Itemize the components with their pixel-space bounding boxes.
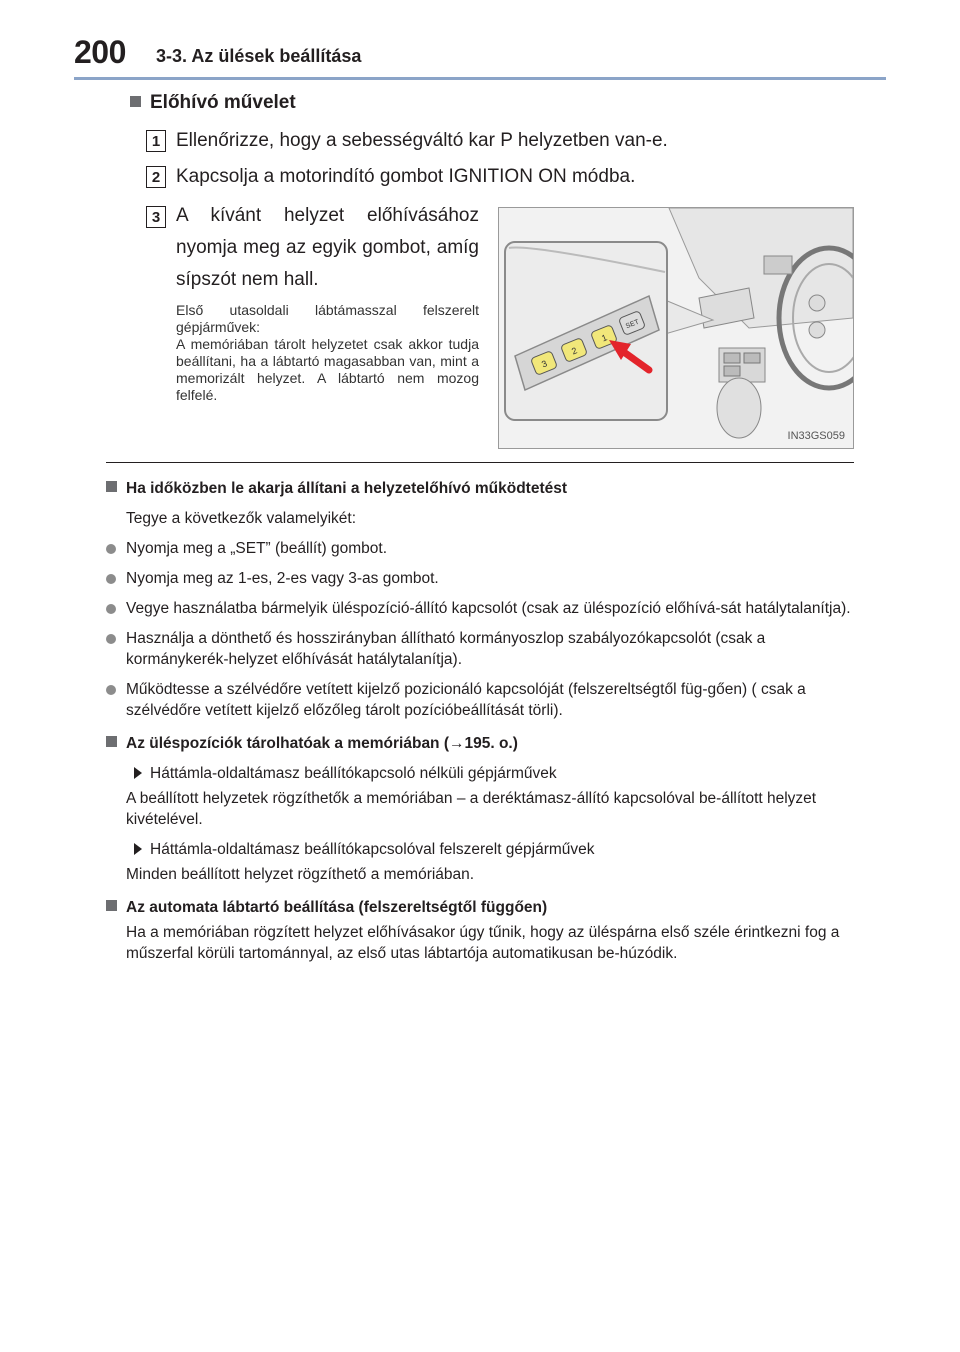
dot-bullet-icon: [106, 574, 116, 584]
door-panel-illustration: [499, 208, 853, 448]
storable-text-1: A beállított helyzetek rögzíthetők a memóriában – a deréktámasz-állító kapcsolóval be-állított helyzet kivételével.: [126, 790, 817, 828]
triangle-bullet-icon: [134, 843, 142, 855]
step-text-3: A kívánt helyzet előhívásához nyomja meg az egyik gombot, amíg sípszót nem hall.: [176, 205, 479, 290]
dot-bullet-icon: [106, 604, 116, 614]
figure-code: IN33GS059: [787, 430, 845, 442]
cancel-section: [106, 478, 854, 964]
footrest-heading: Az automata lábtartó beállítása (felszereltségtől függően): [106, 897, 854, 918]
dot-bullet-icon: [106, 544, 116, 554]
set-button-label: SET: [624, 318, 641, 331]
step-number-3: 3: [146, 206, 166, 228]
svg-text:2: 2: [570, 345, 579, 357]
step-text-2: Kapcsolja a motorindító gombot IGNITION ON módba.: [176, 166, 636, 187]
memory-buttons-figure: [498, 207, 854, 449]
cancel-bullet-3: Vegye használatba bármelyik üléspozíció-állító kapcsolót (csak az üléspozíció előhívá-sát hatálytalanítja).: [106, 598, 854, 619]
square-bullet-icon: [106, 900, 117, 911]
dot-bullet-icon: [106, 634, 116, 644]
square-bullet-icon: [130, 96, 141, 107]
storable-heading: Az üléspozíciók tárolhatóak a memóriában (→195. o.): [106, 733, 854, 754]
cancel-heading: Ha időközben le akarja állítani a helyzetelőhívó működtetést: [106, 478, 854, 499]
header-rule: [74, 77, 886, 80]
footrest-note: Első utasoldali lábtámasszal felszerelt gépjárművek: A memóriában tárolt helyzetet csak akkor tudja beállítani, ha a lábtartó magasabban van, mint a memorizált helyzet. A lábtartó nem mozog felfelé.: [176, 302, 479, 403]
svg-text:3: 3: [540, 358, 549, 370]
section-title: 3-3. Az ülések beállítása: [156, 46, 362, 66]
footrest-text: Ha a memóriában rögzített helyzet előhívásakor úgy tűnik, hogy az üléspárna első széle érintkezni fog a műszerfal körüli tartománnyal, az első utas lábtartója automatikusan be-húzódik.: [126, 924, 840, 962]
square-bullet-icon: [106, 736, 117, 747]
storable-subhead-1: Háttámla-oldaltámasz beállítókapcsoló nélküli gépjárművek: [106, 763, 854, 784]
triangle-bullet-icon: [134, 767, 142, 779]
page-header: [74, 36, 886, 76]
recall-heading: Előhívó művelet: [130, 92, 296, 114]
section-divider: [106, 462, 854, 463]
step-number-2: 2: [146, 166, 166, 188]
storable-text-2: Minden beállított helyzet rögzíthető a memóriában.: [126, 866, 475, 883]
step-text-1: Ellenőrizze, hogy a sebességváltó kar P helyzetben van-e.: [176, 130, 668, 151]
storable-subhead-2: Háttámla-oldaltámasz beállítókapcsolóval felszerelt gépjárművek: [106, 839, 854, 860]
step-number-1: 1: [146, 130, 166, 152]
cancel-intro: Tegye a következők valamelyikét:: [126, 510, 357, 527]
svg-text:1: 1: [600, 332, 609, 344]
cancel-bullet-5: Működtesse a szélvédőre vetített kijelző pozicionáló kapcsolóját (felszereltségtől füg-gően) ( csak a szélvédőre vetített kijelző előzőleg tárolt pozícióbeállítását törli).: [106, 679, 854, 721]
cancel-bullet-1: Nyomja meg a „SET” (beállít) gombot.: [106, 538, 854, 559]
square-bullet-icon: [106, 481, 117, 492]
cancel-bullet-2: Nyomja meg az 1-es, 2-es vagy 3-as gombot.: [106, 568, 854, 589]
cancel-bullet-4: Használja a dönthető és hosszirányban állítható kormányoszlop szabályozókapcsolót (csak a kormánykerék-helyzet előhívását hatálytalanítja).: [106, 628, 854, 670]
page-number: 200: [74, 34, 126, 70]
dot-bullet-icon: [106, 685, 116, 695]
